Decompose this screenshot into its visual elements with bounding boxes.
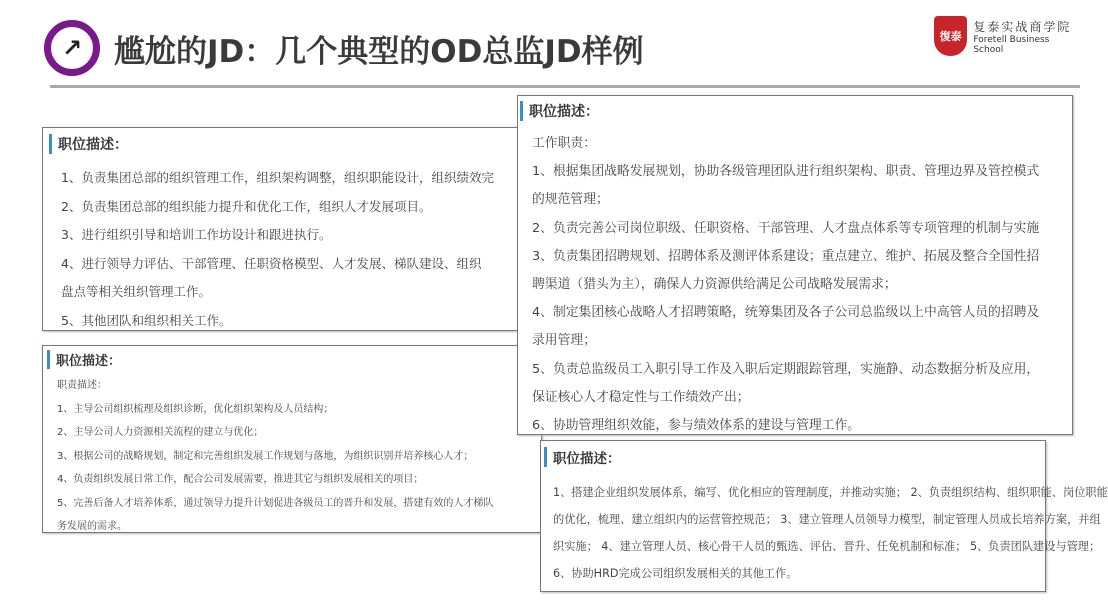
jd-heading: 职位描述： xyxy=(47,350,541,369)
jd-line: 4、负责组织发展日常工作，配合公司发展需要，推进其它与组织发展相关的项目； xyxy=(57,474,424,485)
jd-line: 保证核心人才稳定性与工作绩效产出； xyxy=(532,389,750,405)
jd-line: 务发展的需求。 xyxy=(57,521,127,532)
jd-line: 5、其他团队和组织相关工作。 xyxy=(61,312,232,328)
jd-sample-2 xyxy=(42,345,542,533)
jd-line: 聘渠道（猎头为主），确保人力资源供给满足公司战略发展需求； xyxy=(532,277,897,293)
jd-line: 2、负责完善公司岗位职级、任职资格、干部管理、人才盘点体系等专项管理的机制与实施 xyxy=(532,220,1040,236)
brand-name-cn: 复泰实战商学院 xyxy=(973,19,1072,34)
jd-line: 的优化，梳理、建立组织内的运营管控规范； 3、建立管理人员领导力模型，制定管理人员成长培养方案，并组 xyxy=(553,513,1101,526)
page-title: 尴尬的JD：几个典型的OD总监JD样例 xyxy=(114,34,644,70)
jd-heading: 职位描述： xyxy=(544,447,1039,467)
jd-line: 1、负责集团总部的组织管理工作，组织架构调整，组织职能设计，组织绩效完 xyxy=(61,170,494,185)
jd-line: 4、制定集团核心战略人才招聘策略，统筹集团及各子公司总监级以上中高管人员的招聘及 xyxy=(532,305,1040,321)
jd-line: 录用管理； xyxy=(532,333,596,349)
jd-line: 1、主导公司组织梳理及组织诊断，优化组织架构及人员结构； xyxy=(57,403,334,415)
brand-name-en: Foretell Business School xyxy=(973,34,1050,55)
jd-line: 的规范管理； xyxy=(532,192,609,208)
jd-line: 职责描述： xyxy=(57,380,107,391)
jd-line: 1、搭建企业组织发展体系，编写、优化相应的管理制度，并推动实施； 2、负责组织结构、组织职能、岗位职能 xyxy=(553,486,1108,499)
jd-line: 1、根据集团战略发展规划，协助各级管理团队进行组织架构、职责、管理边界及管控模式 xyxy=(532,164,1040,180)
jd-line: 2、负责集团总部的组织能力提升和优化工作，组织人才发展项目。 xyxy=(61,198,432,214)
jd-line: 6、协助HRD完成公司组织发展相关的其他工作。 xyxy=(553,567,798,580)
arrow-up-right-icon: ↗ xyxy=(44,20,100,76)
jd-line: 5、负责总监级员工入职引导工作及入职后定期跟踪管理，实施静、动态数据分析及应用， xyxy=(532,361,1040,377)
jd-line: 4、进行领导力评估、干部管理、任职资格模型、人才发展、梯队建设、组织 xyxy=(61,255,482,271)
jd-heading: 职位描述： xyxy=(520,101,1062,121)
jd-sample-4 xyxy=(540,440,1108,592)
brand-logo xyxy=(934,16,1080,56)
jd-line: 5、完善后备人才培养体系，通过领导力提升计划促进各级员工的晋升和发展，搭建有效的人才梯队 xyxy=(57,497,494,509)
jd-line: 2、主导公司人力资源相关流程的建立与优化； xyxy=(57,427,264,438)
jd-line: 3、负责集团招聘规划、招聘体系及测评体系建设；重点建立、维护、拓展及整合全国性招 xyxy=(532,248,1040,264)
jd-line: 工作职责： xyxy=(532,136,596,151)
jd-sample-1 xyxy=(42,127,542,331)
school-shield-icon: 復泰 xyxy=(934,16,967,56)
jd-sample-3 xyxy=(517,95,1073,435)
jd-line: 盘点等相关组织管理工作。 xyxy=(61,284,212,299)
jd-line: 织实施； 4、建立管理人员、核心骨干人员的甄选、评估、晋升、任免机制和标准； 5、负责团队建设与管理； xyxy=(553,540,1101,553)
jd-line: 6、协助管理组织效能，参与绩效体系的建设与管理工作。 xyxy=(532,418,861,434)
title-divider xyxy=(50,85,1080,88)
jd-heading: 职位描述： xyxy=(49,134,541,154)
jd-line: 3、根据公司的战略规划，制定和完善组织发展工作规划与落地，为组织识别并培养核心人才； xyxy=(57,450,474,462)
jd-line: 3、进行组织引导和培训工作坊设计和跟进执行。 xyxy=(61,227,332,242)
